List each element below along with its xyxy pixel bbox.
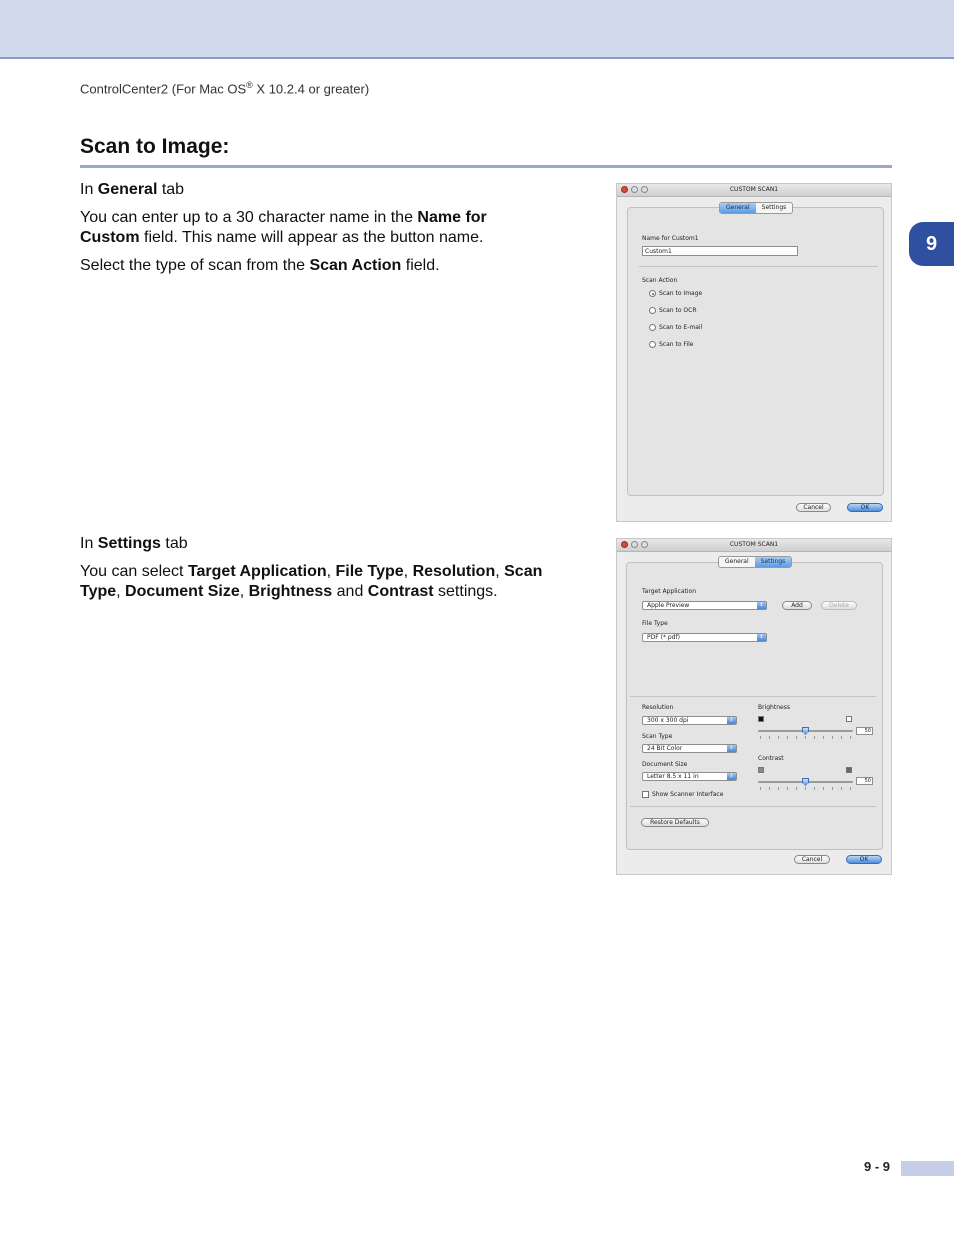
brightness-light-icon [846,716,852,722]
popup-arrows-icon: ⇕ [727,773,736,780]
brightness-ticks [760,736,851,739]
divider [630,806,876,807]
header-text: ControlCenter2 (For Mac OS [80,81,247,97]
tab-settings[interactable]: Settings [755,557,792,567]
file-type-select[interactable]: PDF (*.pdf) ⇕ [642,633,767,642]
divider [639,266,878,267]
general-dialog-screenshot [616,183,892,522]
tab-general[interactable]: General [720,203,756,213]
window-titlebar [617,539,891,552]
general-tab-heading: In General tab [80,181,185,198]
tab-settings[interactable]: Settings [761,204,787,211]
radio-icon[interactable] [649,307,656,314]
document-size-select[interactable]: Letter 8.5 x 11 in ⇕ [642,772,737,781]
radio-scan-to-file[interactable]: Scan to File [649,341,693,348]
file-type-label: File Type [642,620,668,627]
radio-scan-to-ocr[interactable]: Scan to OCR [649,307,697,314]
general-scan-action-paragraph: Select the type of scan from the Scan Action field. [80,257,440,274]
restore-defaults-button[interactable]: Restore Defaults [641,818,709,827]
show-scanner-interface-checkbox[interactable] [642,791,649,798]
name-for-custom-label: Name for Custom1 [642,235,699,242]
cancel-button[interactable]: Cancel [794,855,830,864]
running-header [80,80,369,96]
brightness-label: Brightness [758,704,790,711]
top-band [0,0,954,59]
window-title: CUSTOM SCAN1 [729,186,779,193]
brightness-value-field[interactable]: 50 [856,727,873,735]
tab-bar [718,556,792,568]
popup-arrows-icon: ⇕ [727,745,736,752]
radio-selected-icon[interactable] [649,290,656,297]
footer-bar [901,1161,954,1176]
settings-tab-heading: In Settings tab [80,535,188,552]
popup-arrows-icon: ⇕ [757,634,766,641]
general-name-paragraph: You can enter up to a 30 character name in the Name for Custom field. This name will appear as the button name. [80,209,487,246]
ok-button[interactable]: OK [847,503,883,512]
tab-general[interactable]: General [725,558,749,565]
popup-arrows-icon: ⇕ [727,717,736,724]
cancel-button[interactable]: Cancel [796,503,831,512]
radio-icon[interactable] [649,324,656,331]
brightness-dark-icon [758,716,764,722]
title-rule [80,165,892,168]
window-titlebar [617,184,891,197]
settings-dialog-screenshot [616,538,892,875]
target-application-select[interactable]: Apple Preview ⇕ [642,601,767,610]
header-text-suffix: X 10.2.4 or greater) [252,81,370,97]
chapter-tab: 9 [909,222,954,266]
contrast-label: Contrast [758,755,784,762]
page-number: 9 - 9 [864,1159,891,1174]
scan-action-label: Scan Action [642,277,678,284]
radio-icon[interactable] [649,341,656,348]
scan-type-select[interactable]: 24 Bit Color ⇕ [642,744,737,753]
settings-paragraph: You can select Target Application, File Type, Resolution, Scan Type, Document Size, Brightness and Contrast settings. [80,563,543,600]
radio-scan-to-image[interactable]: Scan to Image [649,290,702,297]
tab-bar [719,202,793,214]
contrast-low-icon [758,767,764,773]
contrast-ticks [760,787,851,790]
name-for-custom-input[interactable]: Custom1 [642,246,798,256]
delete-button[interactable]: Delete [821,601,857,610]
ok-button[interactable]: OK [846,855,882,864]
resolution-select[interactable]: 300 x 300 dpi ⇕ [642,716,737,725]
scan-type-label: Scan Type [642,733,673,740]
radio-scan-to-email[interactable]: Scan to E-mail [649,324,702,331]
target-application-label: Target Application [642,588,696,595]
section-title: Scan to Image: [80,135,230,158]
show-scanner-interface-label: Show Scanner Interface [652,791,724,798]
contrast-value-field[interactable]: 50 [856,777,873,785]
add-button[interactable]: Add [782,601,812,610]
registered-mark: ® [246,80,253,90]
popup-arrows-icon: ⇕ [757,602,766,609]
divider [630,696,876,697]
window-title: CUSTOM SCAN1 [729,541,779,548]
document-size-label: Document Size [642,761,688,768]
contrast-high-icon [846,767,852,773]
resolution-label: Resolution [642,704,674,711]
